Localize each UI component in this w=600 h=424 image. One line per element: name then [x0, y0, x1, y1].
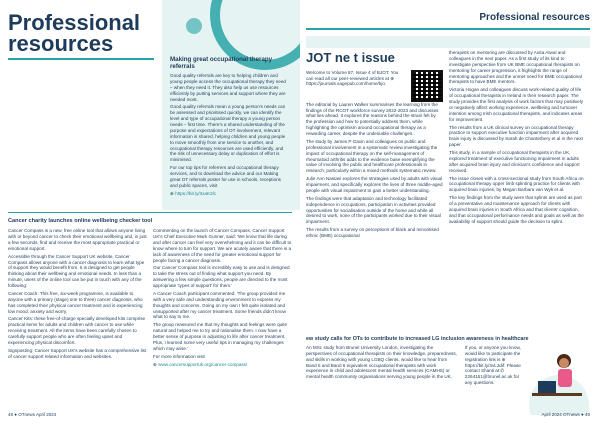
lgbt-paragraph: If you, or anyone you know, would like to participate the registration link is ⊕ https://bit.ly/3vL3dif. Please contact Shanti at ✆ 2264151@brunel.ac.uk for any questions.	[464, 344, 521, 386]
title-rule	[8, 58, 154, 60]
bjot-title: JOT ne t issue	[306, 50, 395, 65]
cancer-paragraph: For more information visit	[153, 353, 205, 359]
bjot-paragraph: The findings were that adaptation and technology facilitated independence in occupations, participation in activities provided opportunities for socialisation outside of the home and while all desired to work, none of the participants worked due to their visual impairment.	[306, 195, 441, 225]
bjot-paragraph: Julie Ann Nastasi explores the strategies used by adults with visual impairment, and specifically explores the lives of three middle-aged people with visual impairment to gain a better understanding.	[306, 176, 443, 193]
referrals-link[interactable]: https://bit.ly/3xaK2lc	[175, 190, 216, 196]
cancer-paragraph: The group reassured me that my thoughts and feelings were quite natural and helped me to try and rationalise them. I now have a better sense of purpose in adjusting to life after cancer treatment. Plus, I learned some very useful tips in managing my challenges which may arise.'	[153, 322, 288, 351]
referrals-article	[170, 56, 288, 206]
bjot-paragraph: The results from a survey on perceptions of black and minoritised ethnic (BME) occupational	[306, 227, 439, 238]
page-title: Professional resources	[8, 10, 141, 56]
cancer-link[interactable]: www.cancersupportuk.org/cancer-compass/	[158, 361, 248, 367]
cancer-paragraph: A Cancer Coach participant commented: 'The group provided me with a very safe and understanding environment to express my thoughts and concerns. Going on my own I felt quite isolated and unsupported after my cancer treatment. Some friends didn't know what to say to me.	[153, 290, 286, 320]
cancer-paragraph: Cancer Coach: This free, six-week programme, is available to anyone with a primary (stage) one to three) cancer diagnosis, who has completed their physical cancer treatment and is experiencing low mood, anxiety and worry.	[8, 290, 143, 314]
bjot-paragraph: Welcome to Volume 87, Issue 4 of BJOT. You can read all our peer-reviewed articles at ⊕ https://journals.sagepub.com/home/bjo.	[306, 69, 399, 87]
cancer-article	[8, 218, 292, 414]
cancer-paragraph: Cancer Compass is a new, free online tool that allows anyone living with or beyond cancer to check their emotional wellbeing and, in just a few seconds, find and receive the most appropriate practical or emotional support.	[8, 228, 147, 251]
link-icon: ⊕	[153, 361, 159, 367]
bjot-column-1	[306, 50, 443, 241]
bjot-paragraph: Victoria Hogan and colleagues discuss work-related quality of life of occupational therapists in Ireland in their research paper. The study provides the first analysis of work factors that may positively or negatively affect working experience, wellbeing and turnover intention among Irish occupational therapists, and indicates areas for improvement.	[449, 87, 584, 122]
bjot-article	[306, 50, 586, 334]
cancer-paragraph: Cancer Kits: these free-of-charge specially developed kits comprise practical items for adults and children with cancer to use while receiving treatment. All the items have been carefully chosen to carefully support people who are often feeling upset and experiencing physical discomfort.	[8, 316, 146, 345]
bjot-paragraph: The study by James P Gavin and colleagues on public and professional involvement in a systematic review investigating the impact of occupational therapy on the self-management of rheumatoid arthritis adds to the evidence base exemplifying the value of involving the public and healthcare professionals in research, particularly within a mixed methods systematic review.	[306, 138, 438, 174]
bjot-paragraph: The key findings from the study were that splints are used as part of a preventative and maintenance approach for clients with acquired brain injuries in South Africa and that clients' cognition, and that occupational performance needs and goals as well as the availability of support should guide the decision to splint.	[449, 195, 584, 224]
bjot-paragraph: The results from a UK clinical survey on occupational therapy practice to support executive function impairment after acquired brain injury is discussed by Sarah de Chanterbery et al in the next paper.	[449, 124, 583, 148]
bjot-paragraph: This study, in a sample of occupational therapists in the UK, explored treatment of executive functioning impairment in adults after acquired brain injury and clinician's confidence and support received.	[449, 150, 580, 173]
lgbt-paragraph: An MSc study from Brunel University London, investigating the perspectives of occupational therapists on their knowledge, preparedness, and skills in working with young LGBQ clients, would like to hear from Band 5 and Band 6 equivalent occupational therapists with work experience in child and adolescent mental health services (CAMHS) or mental health community organisations serving young people in the UK.	[306, 344, 457, 380]
bjot-paragraph: The editorial by Lauren Walker summarises the learning from the findings of the RCOT workforce survey 2022-2023 and discusses what lies ahead. It explores the reasons behind the strain felt by the profession and how to potentially address them, while highlighting the optimism around occupational therapy as a rewarding career, despite the undeniable challenges.	[306, 101, 439, 136]
right-footer: April 2024 OTnews ● 49	[541, 412, 590, 418]
cancer-paragraph: Commenting on the launch of Cancer Compass, Cancer Support UK's Chief Executive Mark Gunner, said: 'We know that life during and after cancer can feel very overwhelming and it can be difficult to know where to turn for support. We are acutely aware that there is a lack of awareness of the need for greater emotional support for people facing a cancer diagnosis.	[153, 228, 292, 263]
cancer-column-1	[8, 228, 147, 369]
link-icon: ⊕	[170, 190, 176, 196]
header-band	[306, 36, 590, 48]
referrals-title: Making great occupational therapy referrals	[170, 56, 273, 70]
cancer-column-2	[153, 228, 292, 369]
laptop-illustration-icon	[528, 345, 590, 415]
qr-code-icon	[411, 70, 443, 102]
lgbt-article	[306, 336, 590, 420]
referrals-paragraph: Good quality referrals are key to helping children and young people access the occupational therapy they need – when they need it. They also help us use resources efficiently by putting services and support where they are needed most.	[170, 73, 286, 102]
right-page	[300, 0, 600, 424]
referrals-paragraph: Good quality referrals mean a young person's needs can be assessed and prioritised quickly, we can identify the level and type of occupational therapy a young person needs – first time. There's a shared understanding of the purpose and expectations of OT involvement, relevant information is shared, helping children and young people to move smoothly from one service to another, and occupational therapy resources are used efficiently, and the risk of unnecessary delay or duplication of effort is minimised.	[170, 104, 286, 163]
lgbt-title: ew study calls for OTs to contribute to increased LG inclusion awareness in healthcare	[306, 336, 529, 342]
left-footer: 48 ● OTnews April 2024	[8, 412, 57, 418]
cancer-paragraph: Signposting: Cancer Support UK's website has a comprehensive list of cancer support related information and websites.	[8, 347, 147, 359]
cancer-title: Cancer charity launches online wellbeing checker tool	[8, 218, 153, 224]
bjot-column-2	[449, 50, 586, 241]
cancer-paragraph: Our Cancer Compass tool is incredibly easy to use and is designed to take the stress out of finding what support you need. By answering a few simple questions, people are directed to the most appropriate 'types of support' for them.'	[153, 265, 290, 289]
bjot-paragraph: The issue closes with a cross-sectional study from South Africa on occupational therapy upper limb splinting practice for clients with acquired brain injuries, by Megan Barbara van Wyk et al.	[449, 175, 584, 193]
referrals-paragraph: For our top tips for referrers and occupational therapy services, and to download the advice and our Making great OT referrals poster for use in schools, receptions and public spaces, visit	[170, 165, 281, 188]
title-rule	[306, 28, 590, 30]
cancer-paragraph: Accessible through the Cancer Support UK website, Cancer Compass allows anyone with a cancer diagnosis to learn what type of support they would benefit from. It is designed to get people thinking about their wellbeing and emotional needs. In less than a minute, users of the online tool can be put in touch with any of the following:	[8, 253, 145, 289]
bjot-paragraph: therapists on mentoring are discussed by Anita Atwal and colleagues in the next paper. As a first study of its kind to investigate perspective from UK BME occupational therapists on mentoring for career progression, it highlights the range of mentoring approaches and the unmet need for BME occupational therapists to have BME mentors.	[449, 50, 582, 85]
section-rule	[8, 212, 292, 213]
decorative-dot	[186, 18, 202, 34]
section-title: Professional resources	[479, 12, 590, 23]
